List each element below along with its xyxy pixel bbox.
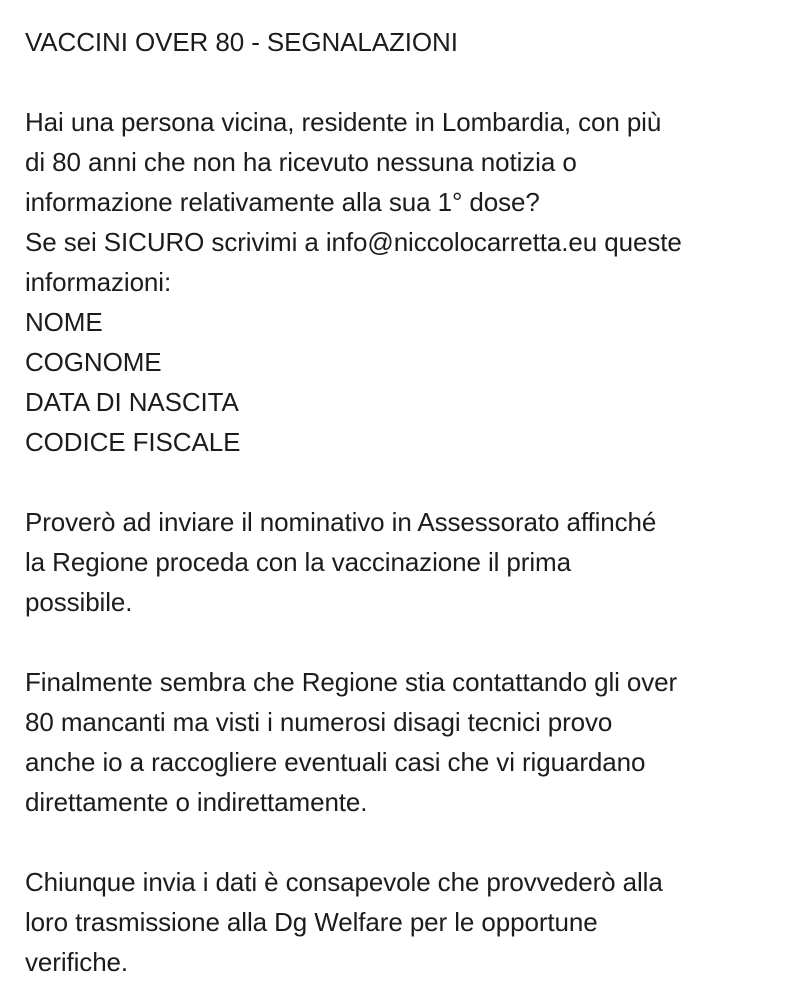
paragraph1-line: Se sei SICURO scrivimi a info@niccolocarretta.eu queste xyxy=(25,227,682,257)
paragraph3-line: anche io a raccogliere eventuali casi che vi riguardano xyxy=(25,747,646,777)
field-birthdate: DATA DI NASCITA xyxy=(25,387,239,417)
paragraph2-line: la Regione proceda con la vaccinazione il prima xyxy=(25,547,571,577)
paragraph2-line: Proverò ad inviare il nominativo in Assessorato affinché xyxy=(25,507,657,537)
post-text xyxy=(25,22,805,982)
field-surname: COGNOME xyxy=(25,347,162,377)
paragraph3-line: 80 mancanti ma visti i numerosi disagi tecnici provo xyxy=(25,707,613,737)
paragraph-spacer xyxy=(25,622,805,662)
paragraph4-line: loro trasmissione alla Dg Welfare per le opportune xyxy=(25,907,598,937)
paragraph4-line: verifiche. xyxy=(25,947,129,977)
paragraph4-line: Chiunque invia i dati è consapevole che provvederò alla xyxy=(25,867,663,897)
field-tax-code: CODICE FISCALE xyxy=(25,427,241,457)
paragraph-spacer xyxy=(25,462,805,502)
paragraph3-line: Finalmente sembra che Regione stia contattando gli over xyxy=(25,667,678,697)
paragraph-spacer xyxy=(25,62,805,102)
paragraph1-line: informazioni: xyxy=(25,267,172,297)
paragraph1-line: di 80 anni che non ha ricevuto nessuna notizia o xyxy=(25,147,577,177)
field-name: NOME xyxy=(25,307,103,337)
paragraph3-line: direttamente o indirettamente. xyxy=(25,787,368,817)
paragraph1-line: Hai una persona vicina, residente in Lombardia, con più xyxy=(25,107,662,137)
post-title: VACCINI OVER 80 - SEGNALAZIONI xyxy=(25,27,458,57)
paragraph1-line: informazione relativamente alla sua 1° dose? xyxy=(25,187,540,217)
paragraph2-line: possibile. xyxy=(25,587,133,617)
paragraph-spacer xyxy=(25,822,805,862)
